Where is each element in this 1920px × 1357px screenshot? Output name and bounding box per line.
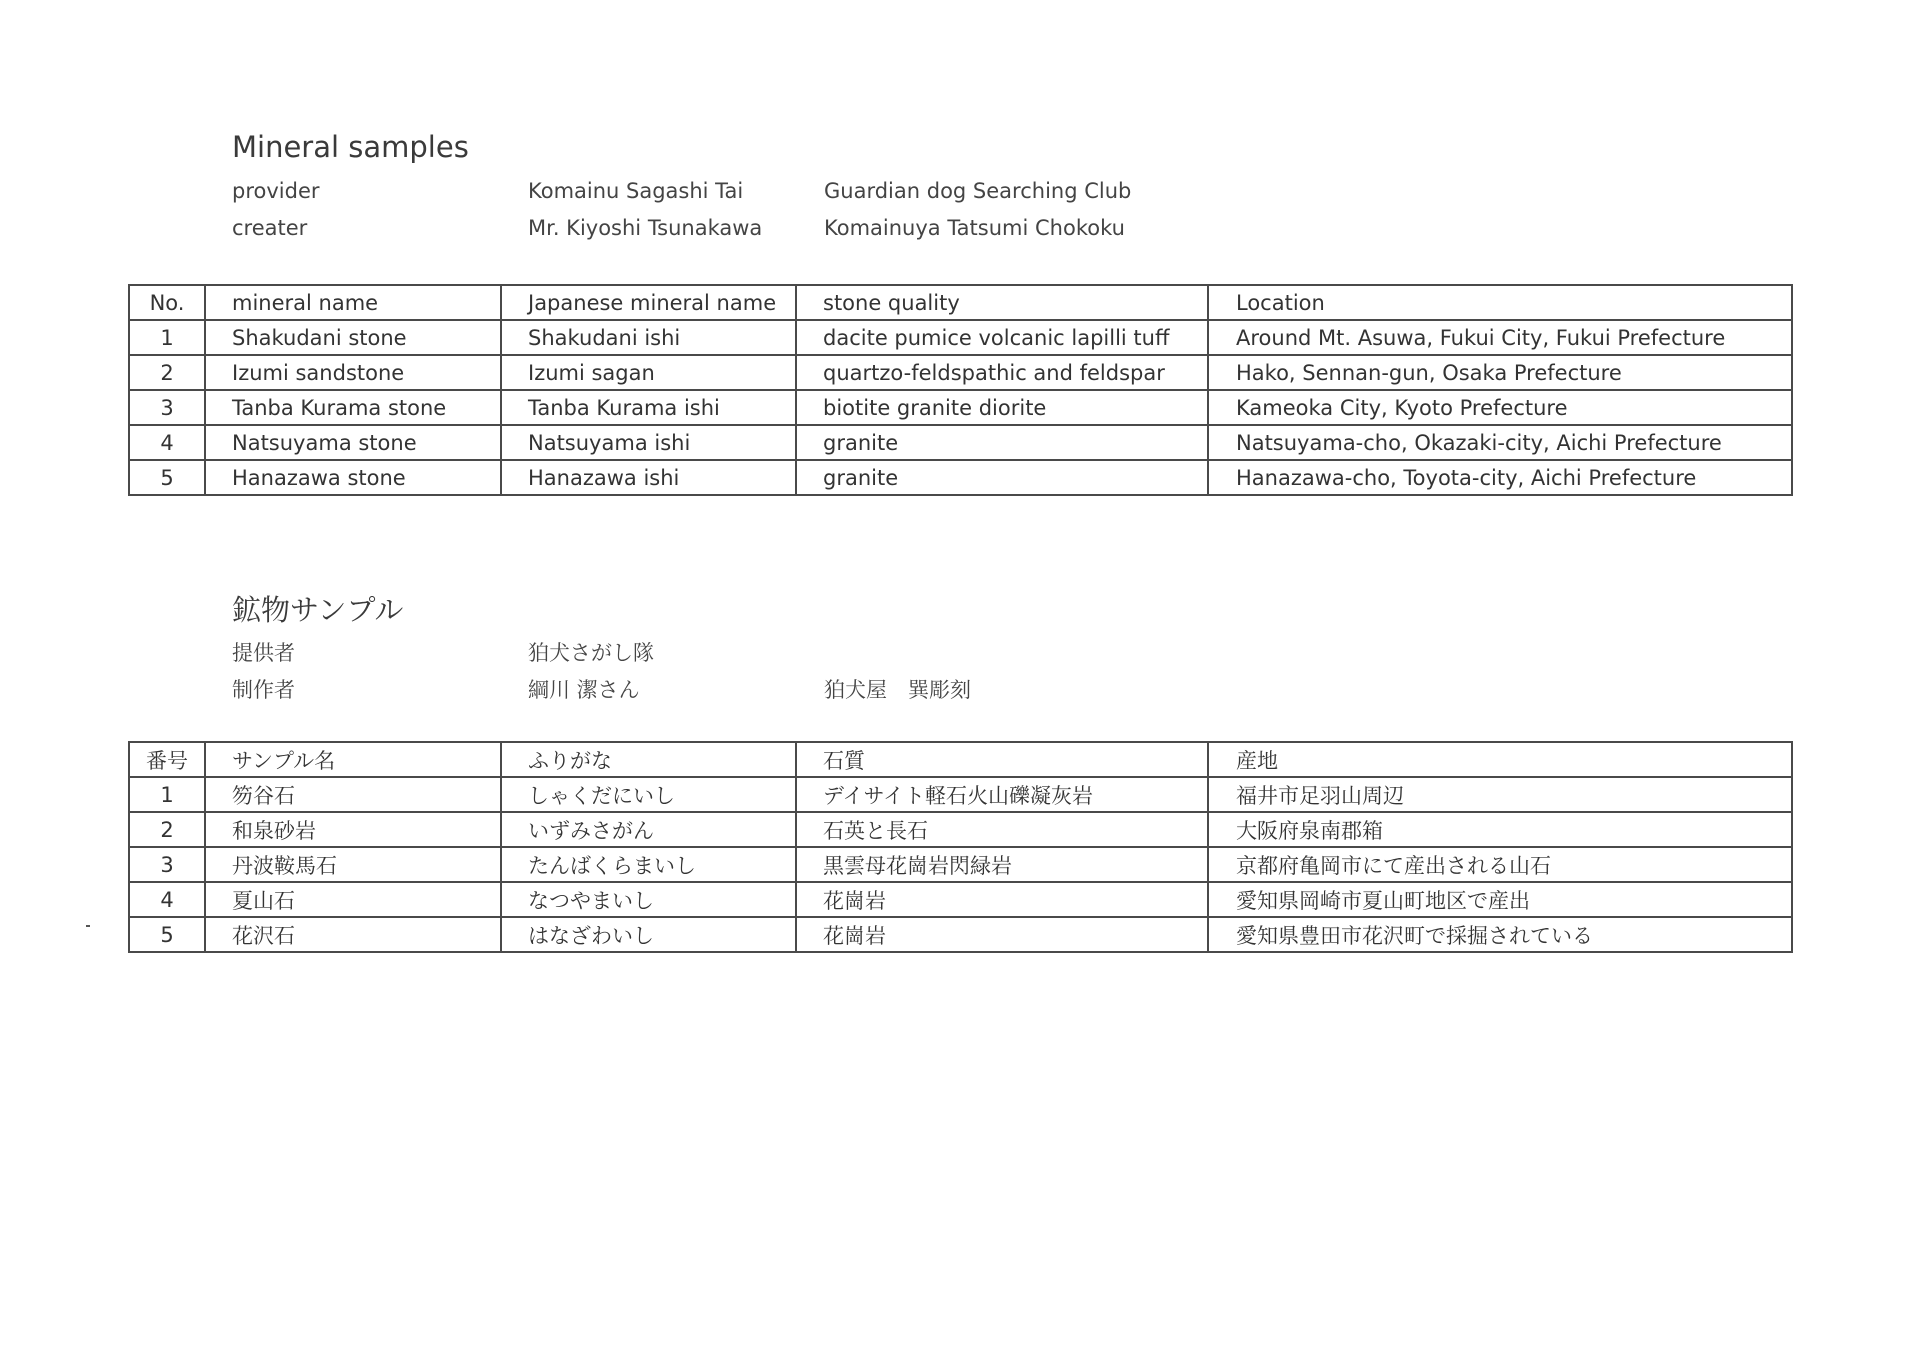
- cell-japanese-name: Natsuyama ishi: [501, 425, 796, 460]
- cell-furigana: いずみさがん: [501, 812, 796, 847]
- cell-furigana: たんばくらまいし: [501, 847, 796, 882]
- cell-number: 2: [129, 812, 205, 847]
- cell-location: Kameoka City, Kyoto Prefecture: [1208, 390, 1792, 425]
- cell-japanese-name: Shakudani ishi: [501, 320, 796, 355]
- creator-label-ja: 制作者: [232, 678, 295, 702]
- cell-furigana: はなざわいし: [501, 917, 796, 952]
- table-header-row: [129, 742, 1792, 777]
- cell-stone-quality: quartzo-feldspathic and feldspar: [796, 355, 1208, 390]
- cell-mineral-name: Shakudani stone: [205, 320, 501, 355]
- cell-number: 2: [129, 355, 205, 390]
- provider-label: provider: [232, 179, 320, 203]
- column-header-location: Location: [1208, 285, 1792, 320]
- cell-mineral-name: Tanba Kurama stone: [205, 390, 501, 425]
- cell-origin: 福井市足羽山周辺: [1208, 777, 1792, 812]
- japanese-title: 鉱物サンプル: [232, 593, 404, 627]
- cell-number: 1: [129, 320, 205, 355]
- table-row: [129, 425, 1792, 460]
- creator-name: Mr. Kiyoshi Tsunakawa: [528, 216, 763, 240]
- cell-number: 3: [129, 847, 205, 882]
- creator-name-ja: 綱川 潔さん: [528, 678, 640, 702]
- english-mineral-table: [128, 284, 1793, 496]
- cell-stone-quality: biotite granite diorite: [796, 390, 1208, 425]
- column-header-sample-name: サンプル名: [205, 742, 501, 777]
- cell-number: 4: [129, 425, 205, 460]
- cell-location: Natsuyama-cho, Okazaki-city, Aichi Prefecture: [1208, 425, 1792, 460]
- table-row: [129, 847, 1792, 882]
- cell-japanese-name: Hanazawa ishi: [501, 460, 796, 495]
- table-header-row: [129, 285, 1792, 320]
- scan-speck: [86, 925, 90, 927]
- column-header-origin: 産地: [1208, 742, 1792, 777]
- cell-location: Hako, Sennan-gun, Osaka Prefecture: [1208, 355, 1792, 390]
- cell-origin: 愛知県岡崎市夏山町地区で産出: [1208, 882, 1792, 917]
- table-row: [129, 320, 1792, 355]
- cell-origin: 愛知県豊田市花沢町で採掘されている: [1208, 917, 1792, 952]
- table-row: [129, 882, 1792, 917]
- english-title: Mineral samples: [232, 130, 469, 164]
- cell-stone-quality: 花崗岩: [796, 882, 1208, 917]
- cell-number: 3: [129, 390, 205, 425]
- cell-sample-name: 花沢石: [205, 917, 501, 952]
- cell-stone-quality: 黒雲母花崗岩閃緑岩: [796, 847, 1208, 882]
- cell-sample-name: 丹波鞍馬石: [205, 847, 501, 882]
- cell-mineral-name: Hanazawa stone: [205, 460, 501, 495]
- column-header-stone-quality: stone quality: [796, 285, 1208, 320]
- table-row: [129, 390, 1792, 425]
- cell-stone-quality: 石英と長石: [796, 812, 1208, 847]
- table-row: [129, 917, 1792, 952]
- table-row: [129, 812, 1792, 847]
- provider-label-ja: 提供者: [232, 641, 295, 665]
- cell-japanese-name: Izumi sagan: [501, 355, 796, 390]
- creator-name-en: Komainuya Tatsumi Chokoku: [824, 216, 1125, 240]
- cell-furigana: しゃくだにいし: [501, 777, 796, 812]
- column-header-japanese-name: Japanese mineral name: [501, 285, 796, 320]
- cell-number: 5: [129, 917, 205, 952]
- cell-number: 1: [129, 777, 205, 812]
- cell-stone-quality: dacite pumice volcanic lapilli tuff: [796, 320, 1208, 355]
- table-row: [129, 460, 1792, 495]
- cell-location: Around Mt. Asuwa, Fukui City, Fukui Prefecture: [1208, 320, 1792, 355]
- creator-studio-ja: 狛犬屋 巽彫刻: [824, 678, 971, 702]
- table-row: [129, 355, 1792, 390]
- cell-sample-name: 笏谷石: [205, 777, 501, 812]
- column-header-number: No.: [129, 285, 205, 320]
- column-header-number: 番号: [129, 742, 205, 777]
- column-header-stone-quality: 石質: [796, 742, 1208, 777]
- japanese-mineral-table: [128, 741, 1793, 953]
- cell-sample-name: 夏山石: [205, 882, 501, 917]
- table-row: [129, 777, 1792, 812]
- provider-name: Komainu Sagashi Tai: [528, 179, 744, 203]
- cell-number: 4: [129, 882, 205, 917]
- cell-furigana: なつやまいし: [501, 882, 796, 917]
- cell-number: 5: [129, 460, 205, 495]
- provider-name-ja: 狛犬さがし隊: [528, 641, 654, 665]
- cell-origin: 大阪府泉南郡箱: [1208, 812, 1792, 847]
- cell-origin: 京都府亀岡市にて産出される山石: [1208, 847, 1792, 882]
- cell-mineral-name: Izumi sandstone: [205, 355, 501, 390]
- cell-sample-name: 和泉砂岩: [205, 812, 501, 847]
- column-header-furigana: ふりがな: [501, 742, 796, 777]
- cell-stone-quality: 花崗岩: [796, 917, 1208, 952]
- creator-label: creater: [232, 216, 308, 240]
- column-header-mineral-name: mineral name: [205, 285, 501, 320]
- cell-location: Hanazawa-cho, Toyota-city, Aichi Prefecture: [1208, 460, 1792, 495]
- cell-stone-quality: granite: [796, 425, 1208, 460]
- cell-japanese-name: Tanba Kurama ishi: [501, 390, 796, 425]
- cell-stone-quality: granite: [796, 460, 1208, 495]
- provider-name-en: Guardian dog Searching Club: [824, 179, 1132, 203]
- cell-stone-quality: デイサイト軽石火山礫凝灰岩: [796, 777, 1208, 812]
- cell-mineral-name: Natsuyama stone: [205, 425, 501, 460]
